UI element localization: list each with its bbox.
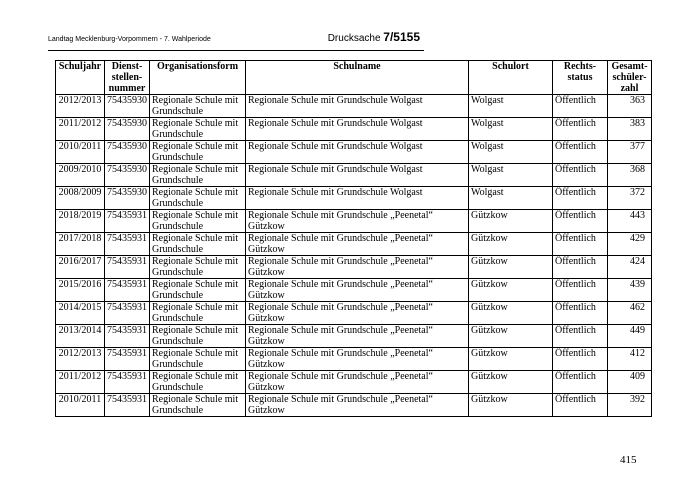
doc-label: Drucksache: [327, 33, 381, 44]
cell-organisationsform: Regionale Schule mit Grundschule: [150, 233, 246, 256]
parliament-label: Landtag Mecklenburg-Vorpommern - 7. Wahlperiode: [48, 36, 211, 43]
cell-schulort: Gützkow: [469, 233, 553, 256]
cell-rechtsstatus: Öffentlich: [553, 210, 608, 233]
cell-gesamtschuelerzahl: 412: [608, 348, 652, 371]
table-header-row: [56, 61, 652, 95]
table-row: [56, 210, 652, 233]
cell-rechtsstatus: Öffentlich: [553, 348, 608, 371]
document-reference: [328, 30, 420, 44]
table-row: [56, 141, 652, 164]
cell-dienststellennummer: 75435931: [105, 256, 150, 279]
cell-schulname: Regionale Schule mit Grundschule „Peenetal“ Gützkow: [246, 371, 469, 394]
cell-dienststellennummer: 75435931: [105, 279, 150, 302]
cell-gesamtschuelerzahl: 363: [608, 95, 652, 118]
cell-schuljahr: 2010/2011: [56, 394, 105, 417]
table-row: [56, 256, 652, 279]
page-header: [48, 30, 424, 51]
cell-rechtsstatus: Öffentlich: [553, 325, 608, 348]
cell-schuljahr: 2009/2010: [56, 164, 105, 187]
cell-rechtsstatus: Öffentlich: [553, 187, 608, 210]
cell-gesamtschuelerzahl: 439: [608, 279, 652, 302]
cell-organisationsform: Regionale Schule mit Grundschule: [150, 325, 246, 348]
cell-dienststellennummer: 75435931: [105, 348, 150, 371]
col-header-dienststellennummer: Dienst-stellen-nummer: [105, 61, 150, 95]
col-header-schulort: Schulort: [469, 61, 553, 95]
cell-schuljahr: 2011/2012: [56, 118, 105, 141]
cell-organisationsform: Regionale Schule mit Grundschule: [150, 118, 246, 141]
cell-schuljahr: 2010/2011: [56, 141, 105, 164]
cell-organisationsform: Regionale Schule mit Grundschule: [150, 187, 246, 210]
cell-organisationsform: Regionale Schule mit Grundschule: [150, 371, 246, 394]
cell-schulname: Regionale Schule mit Grundschule Wolgast: [246, 95, 469, 118]
cell-schulort: Gützkow: [469, 279, 553, 302]
cell-schuljahr: 2008/2009: [56, 187, 105, 210]
cell-schulname: Regionale Schule mit Grundschule „Peenetal“ Gützkow: [246, 210, 469, 233]
table-row: [56, 164, 652, 187]
cell-schulname: Regionale Schule mit Grundschule „Peenetal“ Gützkow: [246, 348, 469, 371]
table-row: [56, 233, 652, 256]
cell-schulname: Regionale Schule mit Grundschule Wolgast: [246, 164, 469, 187]
cell-gesamtschuelerzahl: 409: [608, 371, 652, 394]
cell-organisationsform: Regionale Schule mit Grundschule: [150, 164, 246, 187]
cell-dienststellennummer: 75435930: [105, 187, 150, 210]
cell-schulort: Wolgast: [469, 141, 553, 164]
cell-schuljahr: 2015/2016: [56, 279, 105, 302]
cell-dienststellennummer: 75435930: [105, 164, 150, 187]
cell-organisationsform: Regionale Schule mit Grundschule: [150, 256, 246, 279]
cell-schuljahr: 2016/2017: [56, 256, 105, 279]
cell-rechtsstatus: Öffentlich: [553, 302, 608, 325]
cell-organisationsform: Regionale Schule mit Grundschule: [150, 302, 246, 325]
cell-organisationsform: Regionale Schule mit Grundschule: [150, 348, 246, 371]
cell-rechtsstatus: Öffentlich: [553, 279, 608, 302]
cell-rechtsstatus: Öffentlich: [553, 256, 608, 279]
cell-schulname: Regionale Schule mit Grundschule „Peenetal“ Gützkow: [246, 256, 469, 279]
cell-dienststellennummer: 75435931: [105, 325, 150, 348]
cell-rechtsstatus: Öffentlich: [553, 118, 608, 141]
table-row: [56, 279, 652, 302]
cell-schuljahr: 2011/2012: [56, 371, 105, 394]
table-row: [56, 118, 652, 141]
table-row: [56, 95, 652, 118]
cell-schuljahr: 2014/2015: [56, 302, 105, 325]
cell-schuljahr: 2018/2019: [56, 210, 105, 233]
cell-dienststellennummer: 75435931: [105, 394, 150, 417]
cell-schulort: Wolgast: [469, 95, 553, 118]
cell-organisationsform: Regionale Schule mit Grundschule: [150, 394, 246, 417]
cell-schulort: Gützkow: [469, 302, 553, 325]
cell-organisationsform: Regionale Schule mit Grundschule: [150, 141, 246, 164]
cell-gesamtschuelerzahl: 449: [608, 325, 652, 348]
cell-organisationsform: Regionale Schule mit Grundschule: [150, 210, 246, 233]
cell-organisationsform: Regionale Schule mit Grundschule: [150, 279, 246, 302]
cell-dienststellennummer: 75435931: [105, 371, 150, 394]
col-header-schulname: Schulname: [246, 61, 469, 95]
cell-gesamtschuelerzahl: 368: [608, 164, 652, 187]
table-row: [56, 348, 652, 371]
cell-schulname: Regionale Schule mit Grundschule „Peenetal“ Gützkow: [246, 325, 469, 348]
table-row: [56, 187, 652, 210]
cell-gesamtschuelerzahl: 372: [608, 187, 652, 210]
table-body: [56, 95, 652, 417]
cell-schulname: Regionale Schule mit Grundschule Wolgast: [246, 141, 469, 164]
cell-dienststellennummer: 75435930: [105, 118, 150, 141]
cell-gesamtschuelerzahl: 424: [608, 256, 652, 279]
cell-dienststellennummer: 75435931: [105, 210, 150, 233]
cell-gesamtschuelerzahl: 443: [608, 210, 652, 233]
cell-schulname: Regionale Schule mit Grundschule Wolgast: [246, 187, 469, 210]
cell-rechtsstatus: Öffentlich: [553, 141, 608, 164]
cell-schulort: Gützkow: [469, 325, 553, 348]
cell-schuljahr: 2017/2018: [56, 233, 105, 256]
cell-schuljahr: 2013/2014: [56, 325, 105, 348]
col-header-organisationsform: Organisationsform: [150, 61, 246, 95]
table-row: [56, 302, 652, 325]
cell-schuljahr: 2012/2013: [56, 348, 105, 371]
cell-organisationsform: Regionale Schule mit Grundschule: [150, 95, 246, 118]
table-row: [56, 394, 652, 417]
doc-number: 7/5155: [383, 30, 420, 44]
cell-schulort: Wolgast: [469, 118, 553, 141]
cell-rechtsstatus: Öffentlich: [553, 371, 608, 394]
cell-gesamtschuelerzahl: 392: [608, 394, 652, 417]
cell-rechtsstatus: Öffentlich: [553, 95, 608, 118]
cell-schulort: Gützkow: [469, 348, 553, 371]
cell-schulname: Regionale Schule mit Grundschule „Peenetal“ Gützkow: [246, 394, 469, 417]
cell-schuljahr: 2012/2013: [56, 95, 105, 118]
cell-schulname: Regionale Schule mit Grundschule „Peenetal“ Gützkow: [246, 233, 469, 256]
cell-rechtsstatus: Öffentlich: [553, 233, 608, 256]
col-header-rechtsstatus: Rechts-status: [553, 61, 608, 95]
cell-rechtsstatus: Öffentlich: [553, 164, 608, 187]
cell-rechtsstatus: Öffentlich: [553, 394, 608, 417]
cell-schulname: Regionale Schule mit Grundschule „Peenetal“ Gützkow: [246, 302, 469, 325]
cell-dienststellennummer: 75435930: [105, 95, 150, 118]
cell-schulort: Wolgast: [469, 187, 553, 210]
table-row: [56, 325, 652, 348]
cell-gesamtschuelerzahl: 377: [608, 141, 652, 164]
cell-schulort: Gützkow: [469, 394, 553, 417]
cell-gesamtschuelerzahl: 462: [608, 302, 652, 325]
cell-schulort: Wolgast: [469, 164, 553, 187]
cell-gesamtschuelerzahl: 383: [608, 118, 652, 141]
cell-schulort: Gützkow: [469, 256, 553, 279]
cell-gesamtschuelerzahl: 429: [608, 233, 652, 256]
cell-schulname: Regionale Schule mit Grundschule „Peenetal“ Gützkow: [246, 279, 469, 302]
col-header-gesamtschuelerzahl: Gesamt-schüler-zahl: [608, 61, 652, 95]
cell-schulort: Gützkow: [469, 371, 553, 394]
cell-schulname: Regionale Schule mit Grundschule Wolgast: [246, 118, 469, 141]
cell-dienststellennummer: 75435930: [105, 141, 150, 164]
page-number: 415: [620, 454, 637, 466]
school-table: [55, 60, 652, 417]
cell-dienststellennummer: 75435931: [105, 302, 150, 325]
table-row: [56, 371, 652, 394]
cell-dienststellennummer: 75435931: [105, 233, 150, 256]
col-header-schuljahr: Schuljahr: [56, 61, 105, 95]
cell-schulort: Gützkow: [469, 210, 553, 233]
